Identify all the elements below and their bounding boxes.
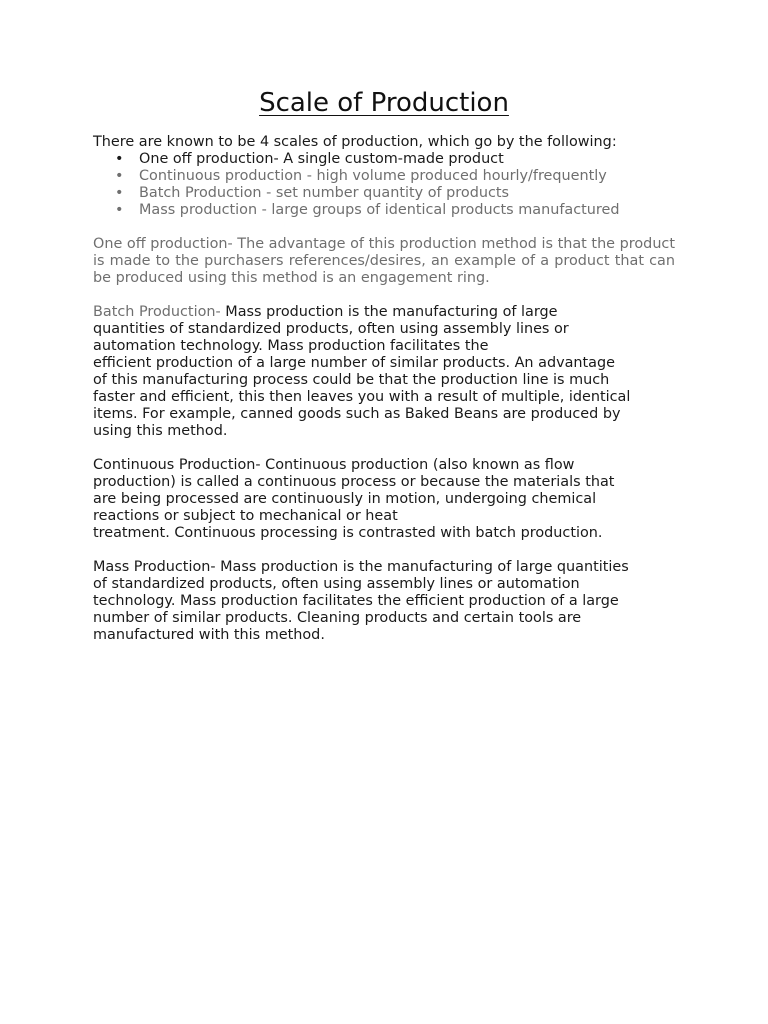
batch-line-text: Mass production is the manufacturing of large: [225, 304, 558, 320]
document-body: [93, 134, 675, 644]
intro-text: There are known to be 4 scales of production, which go by the following:: [93, 134, 617, 150]
list-item: [93, 185, 675, 202]
batch-paragraph: [93, 304, 675, 440]
continuous-line: are being processed are continuously in motion, undergoing chemical: [93, 491, 597, 507]
list-item-text: Batch Production - set number quantity of products: [139, 185, 510, 201]
document-title: Scale of Production: [259, 88, 509, 118]
list-item: [93, 202, 675, 219]
list-item-text: One off production- A single custom-made product: [139, 151, 504, 167]
list-item: [93, 168, 675, 185]
mass-line: Mass Production- Mass production is the manufacturing of large quantities: [93, 559, 629, 575]
mass-paragraph: [93, 559, 675, 644]
mass-line: manufactured with this method.: [93, 627, 325, 643]
list-item: [93, 151, 675, 168]
batch-line: faster and efficient, this then leaves you with a result of multiple, identical: [93, 389, 631, 405]
batch-line: [93, 304, 675, 321]
bullet-icon: •: [115, 151, 124, 167]
continuous-line: reactions or subject to mechanical or heat: [93, 508, 398, 524]
mass-line: number of similar products. Cleaning products and certain tools are: [93, 610, 582, 626]
bullet-icon: •: [115, 202, 124, 218]
continuous-paragraph: [93, 457, 675, 542]
batch-heading: Batch Production-: [93, 304, 226, 320]
one-off-paragraph: One off production- The advantage of this production method is that the product is made to the purchasers references/desires, an example of a product that can be produced using this method is an engagement ring.: [93, 236, 675, 286]
list-item-text: Mass production - large groups of identical products manufactured: [139, 202, 620, 218]
bullet-icon: •: [115, 168, 124, 184]
batch-line: efficient production of a large number of similar products. An advantage: [93, 355, 615, 371]
batch-line: using this method.: [93, 423, 228, 439]
batch-line: of this manufacturing process could be that the production line is much: [93, 372, 610, 388]
continuous-line: Continuous Production- Continuous production (also known as flow: [93, 457, 575, 473]
mass-line: of standardized products, often using assembly lines or automation: [93, 576, 580, 592]
list-item-text: Continuous production - high volume produced hourly/frequently: [139, 168, 607, 184]
continuous-line: production) is called a continuous process or because the materials that: [93, 474, 615, 490]
batch-line: items. For example, canned goods such as Baked Beans are produced by: [93, 406, 621, 422]
bullet-icon: •: [115, 185, 124, 201]
batch-line: quantities of standardized products, often using assembly lines or: [93, 321, 569, 337]
batch-line: automation technology. Mass production facilitates the: [93, 338, 489, 354]
scales-list: [93, 151, 675, 219]
mass-line: technology. Mass production facilitates the efficient production of a large: [93, 593, 619, 609]
continuous-line: treatment. Continuous processing is contrasted with batch production.: [93, 525, 603, 541]
